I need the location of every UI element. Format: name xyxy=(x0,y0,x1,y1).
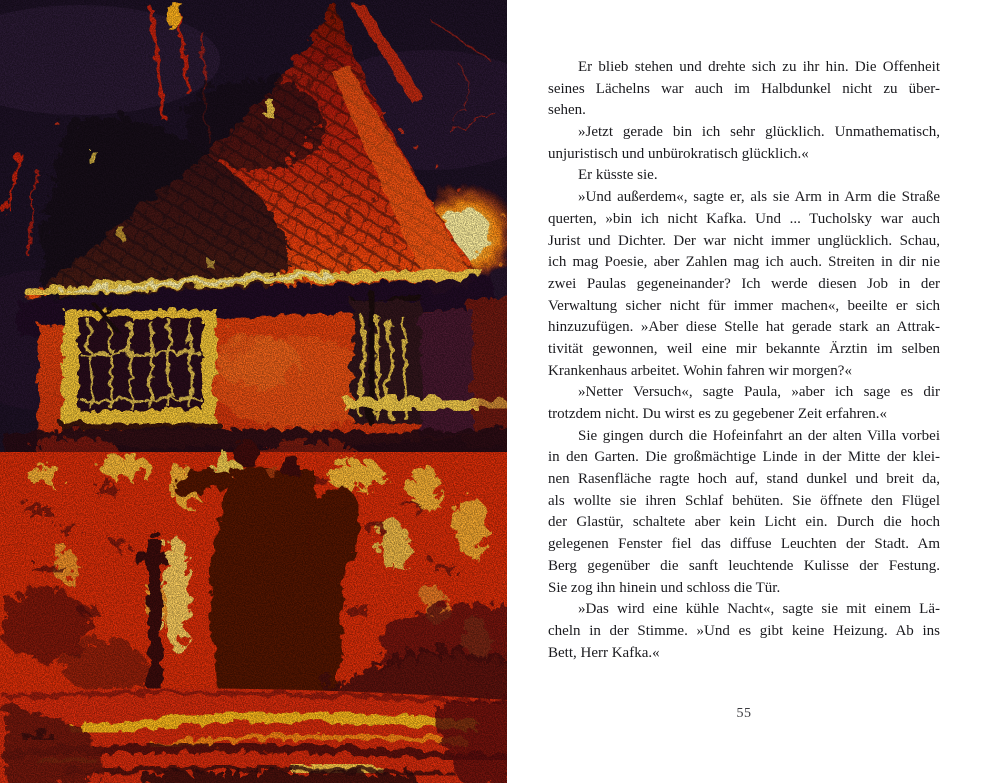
text-line: Verwaltung sicher nicht für immer machen«, beeilte er sich xyxy=(548,297,940,314)
text-line: Er blieb stehen und drehte sich zu ihr hin. Die Offenheit xyxy=(578,59,940,75)
text-line: »Das wird eine kühle Nacht«, sagte sie mit einem Lä- xyxy=(578,601,940,618)
text-line: Berg gegenüber die sanft leuchtende Kulisse der Festung. xyxy=(548,557,940,574)
text-line: sehen. xyxy=(548,102,586,119)
text-line: hinzuzufügen. »Aber diese Stelle hat gerade stark an Attrak- xyxy=(548,319,940,336)
text-line: in den Garten. Die großmächtige Linde in der Mitte der klei- xyxy=(548,449,940,466)
text-line: tivität gewonnen, weil eine mir bekannte Ärztin im selben xyxy=(548,340,940,357)
text-line: Sie zog ihn hinein und schloss die Tür. xyxy=(548,579,781,596)
text-line: zwei Paulas gegeneinander? Ich werde diesen Job in der xyxy=(548,275,940,292)
text-line: der Glastür, schaltete aber kein Licht ein. Durch die hoch xyxy=(548,514,940,531)
text-line: Sie gingen durch die Hofeinfahrt an der alten Villa vorbei xyxy=(578,427,940,444)
page-text xyxy=(548,57,940,664)
text-line: querten, »bin ich nicht Kafka. Und ... Tucholsky war auch xyxy=(548,210,940,227)
text-line: gelegenen Fenster fiel das diffuse Leuchten der Stadt. Am xyxy=(548,536,940,553)
text-line: ich mag Poesie, aber Zahlen mag ich auch. Streiten in dir nie xyxy=(548,254,940,271)
text-line: cheln in der Stimme. »Und es gibt keine Heizung. Ab ins xyxy=(548,622,940,639)
text-line: seines Lächelns war auch im Halbdunkel nicht zu über- xyxy=(548,80,940,97)
text-line: als wollte sie ihren Schlaf behüten. Sie öffnete den Flügel xyxy=(548,492,940,509)
text-page xyxy=(507,0,1007,783)
text-line: Bett, Herr Kafka.« xyxy=(548,644,660,661)
text-line: trotzdem nicht. Du wirst es zu gegebener Zeit erfahren.« xyxy=(548,406,888,422)
page-number: 55 xyxy=(736,706,752,721)
text-line: Krankenhaus arbeitet. Wohin fahren wir morgen?« xyxy=(548,362,852,379)
text-line: unjuristisch und unbürokratisch glücklich.« xyxy=(548,145,809,162)
text-line: »Und außerdem«, sagte er, als sie Arm in Arm die Straße xyxy=(578,189,940,206)
text-line: »Jetzt gerade bin ich sehr glücklich. Unmathematisch, xyxy=(578,124,940,141)
text-line: nen Rasenfläche ragte hoch auf, stand dunkel und breit da, xyxy=(548,471,940,488)
text-line: »Netter Versuch«, sagte Paula, »aber ich sage es dir xyxy=(578,384,940,401)
text-line: Jurist und Dichter. Der war nicht immer unglücklich. Schau, xyxy=(548,232,940,249)
text-line: Er küsste sie. xyxy=(578,167,658,184)
